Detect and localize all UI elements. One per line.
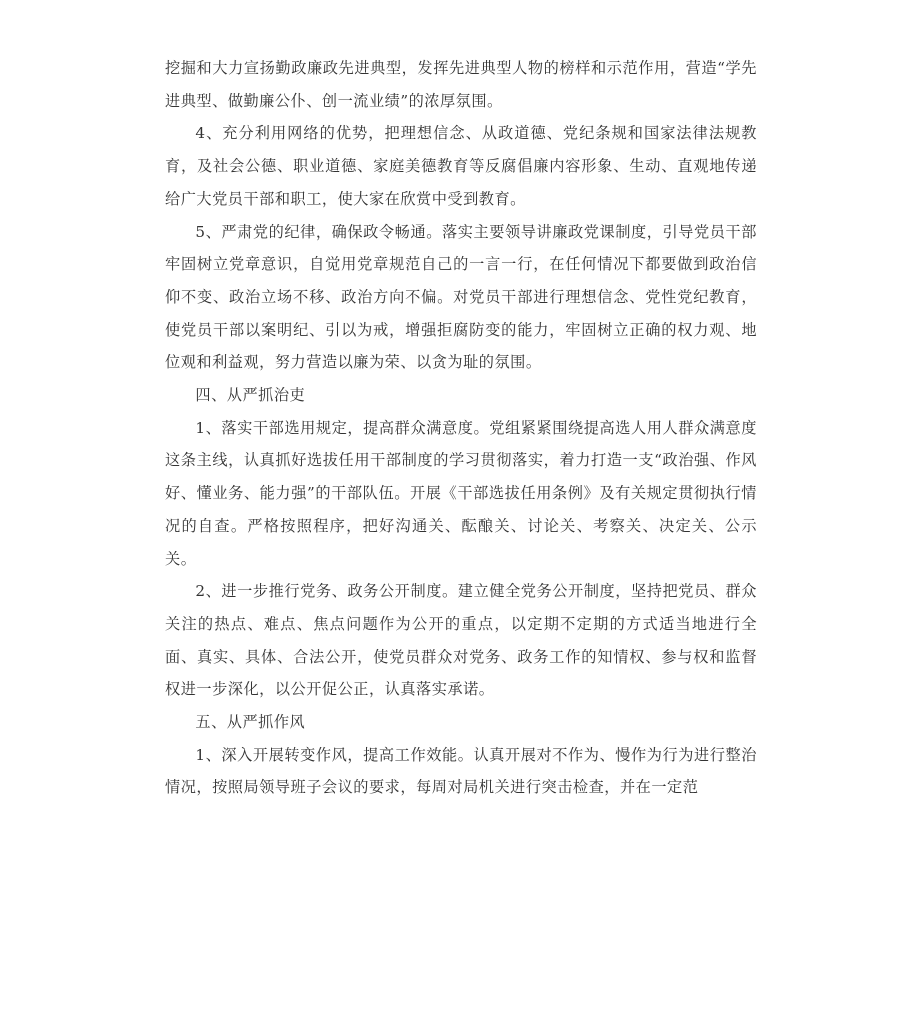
paragraph-continuation: 挖掘和大力宣扬勤政廉政先进典型，发挥先进典型人物的榜样和示范作用，营造“学先进典型、做勤廉公仆、创一流业绩”的浓厚氛围。 [165, 59, 757, 110]
section-heading-work-style: 五、从严抓作风 [195, 713, 306, 732]
paragraph-affairs-disclosure: 2、进一步推行党务、政务公开制度。建立健全党务公开制度，坚持把党员、群众关注的热点、难点、焦点问题作为公开的重点，以定期不定期的方式适当地进行全面、真实、具体、合法公开，使党员群众对党务、政务工作的知情权、参与权和监督权进一步深化，以公开促公正，认真落实承诺。 [165, 582, 757, 699]
paragraph-party-discipline: 5、严肃党的纪律，确保政令畅通。落实主要领导讲廉政党课制度，引导党员干部牢固树立党章意识，自觉用党章规范自己的一言一行，在任何情况下都要做到政治信仰不变、政治立场不移、政治方向不偏。对党员干部进行理想信念、党性党纪教育，使党员干部以案明纪、引以为戒，增强拒腐防变的能力，牢固树立正确的权力观、地位观和利益观，努力营造以廉为荣、以贪为耻的氛围。 [165, 222, 757, 372]
paragraph-network-education: 4、充分利用网络的优势，把理想信念、从政道德、党纪条规和国家法律法规教育，及社会公德、职业道德、家庭美德教育等反腐倡廉内容形象、生动、直观地传递给广大党员干部和职工，使大家在欣赏中受到教育。 [165, 124, 757, 208]
paragraph-work-efficiency: 1、深入开展转变作风，提高工作效能。认真开展对不作为、慢作为行为进行整治情况，按照局领导班子会议的要求，每周对局机关进行突击检查，并在一定范 [165, 745, 757, 797]
section-heading-cadre-management: 四、从严抓治吏 [195, 386, 306, 405]
paragraph-cadre-selection: 1、落实干部选用规定，提高群众满意度。党组紧紧围绕提高选人用人群众满意度这条主线，认真抓好选拔任用干部制度的学习贯彻落实，着力打造一支“政治强、作风好、懂业务、能力强”的干部队伍。开展《干部选拔任用条例》及有关规定贯彻执行情况的自查。严格按照程序，把好沟通关、酝酿关、讨论关、考察关、决定关、公示关。 [165, 418, 757, 568]
document-body [165, 52, 757, 804]
